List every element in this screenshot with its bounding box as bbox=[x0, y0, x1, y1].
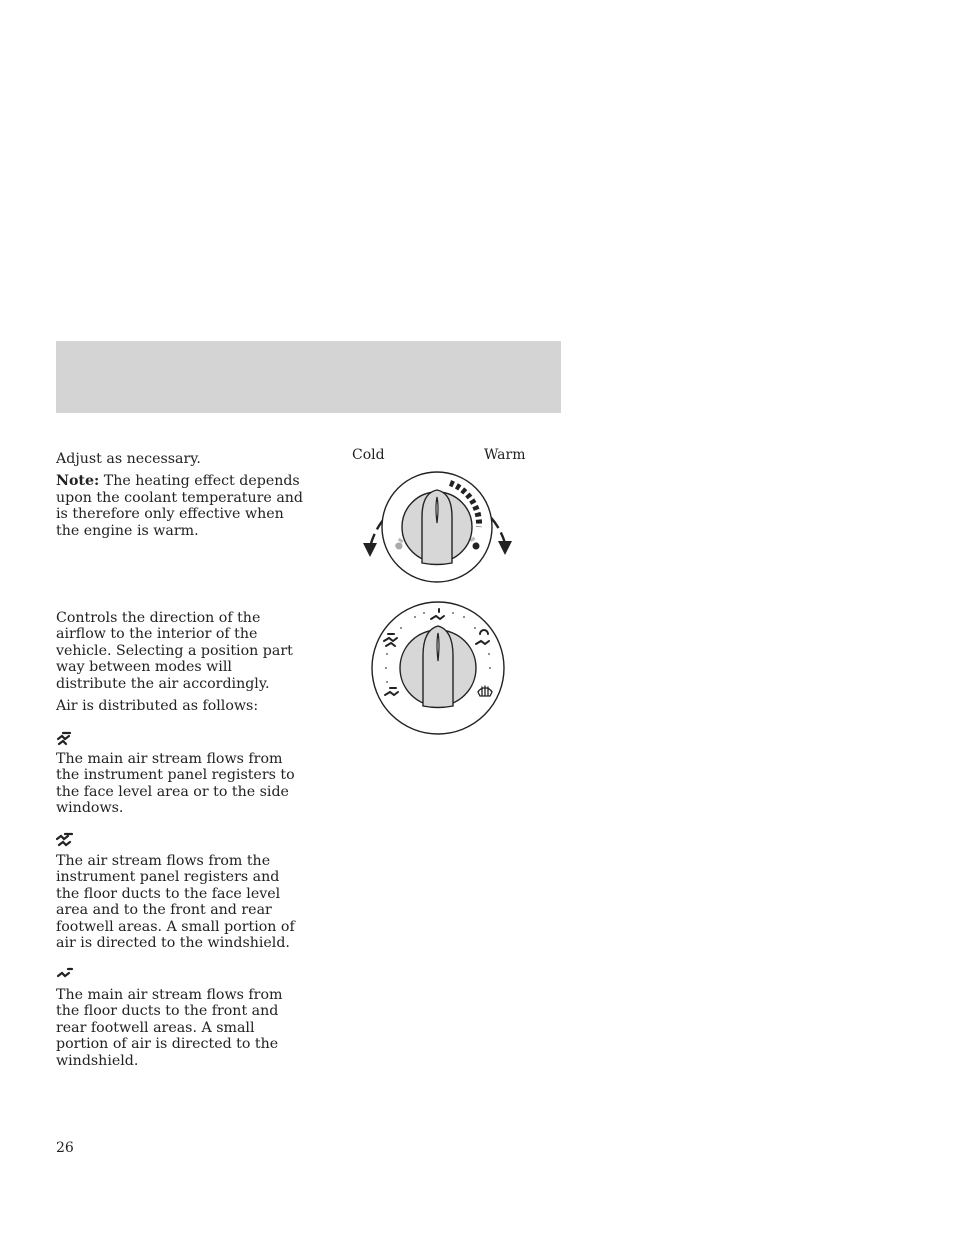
warm-dot-icon bbox=[473, 543, 480, 550]
note-label: Note: bbox=[56, 473, 100, 490]
panel-floor-vent-icon bbox=[56, 832, 74, 848]
note-text: The heating effect depends upon the coolant temperature and is therefore only effective when the engine is warm. bbox=[56, 473, 303, 539]
cold-dot-icon bbox=[396, 543, 403, 550]
temperature-adjust-text: Adjust as necessary. bbox=[56, 451, 201, 467]
dial-cold-label: Cold bbox=[352, 447, 385, 463]
temperature-description bbox=[56, 451, 306, 545]
section-header-band bbox=[56, 341, 561, 413]
floor-vent-icon bbox=[56, 966, 74, 982]
airflow-intro: Controls the direction of the airflow to the interior of the vehicle. Selecting a position part way between modes will distribute the air accordingly. bbox=[56, 610, 293, 692]
airflow-distributed-text: Air is distributed as follows: bbox=[56, 698, 259, 714]
mode-2-description: The air stream flows from the instrument panel registers and the floor ducts to the face level area and to the front and rear footwell areas. A small portion of air is directed to the windshield. bbox=[56, 853, 295, 952]
dial-warm-label: Warm bbox=[484, 447, 526, 463]
panel-vent-icon bbox=[56, 730, 74, 746]
airflow-knob-pointer bbox=[437, 633, 439, 661]
mode-3-description: The main air stream flows from the floor ducts to the front and rear footwell areas. A small portion of air is directed to the windshield. bbox=[56, 987, 283, 1069]
airflow-dial-illustration bbox=[368, 598, 508, 738]
knob-pointer bbox=[436, 497, 438, 523]
temperature-note bbox=[56, 473, 306, 539]
warm-arrow-icon bbox=[498, 541, 512, 555]
page-number: 26 bbox=[56, 1140, 74, 1156]
mode-1-description: The main air stream flows from the instrument panel registers to the face level area or to the side windows. bbox=[56, 751, 295, 817]
cold-arrow-icon bbox=[363, 543, 377, 557]
temperature-dial-illustration bbox=[355, 455, 520, 585]
